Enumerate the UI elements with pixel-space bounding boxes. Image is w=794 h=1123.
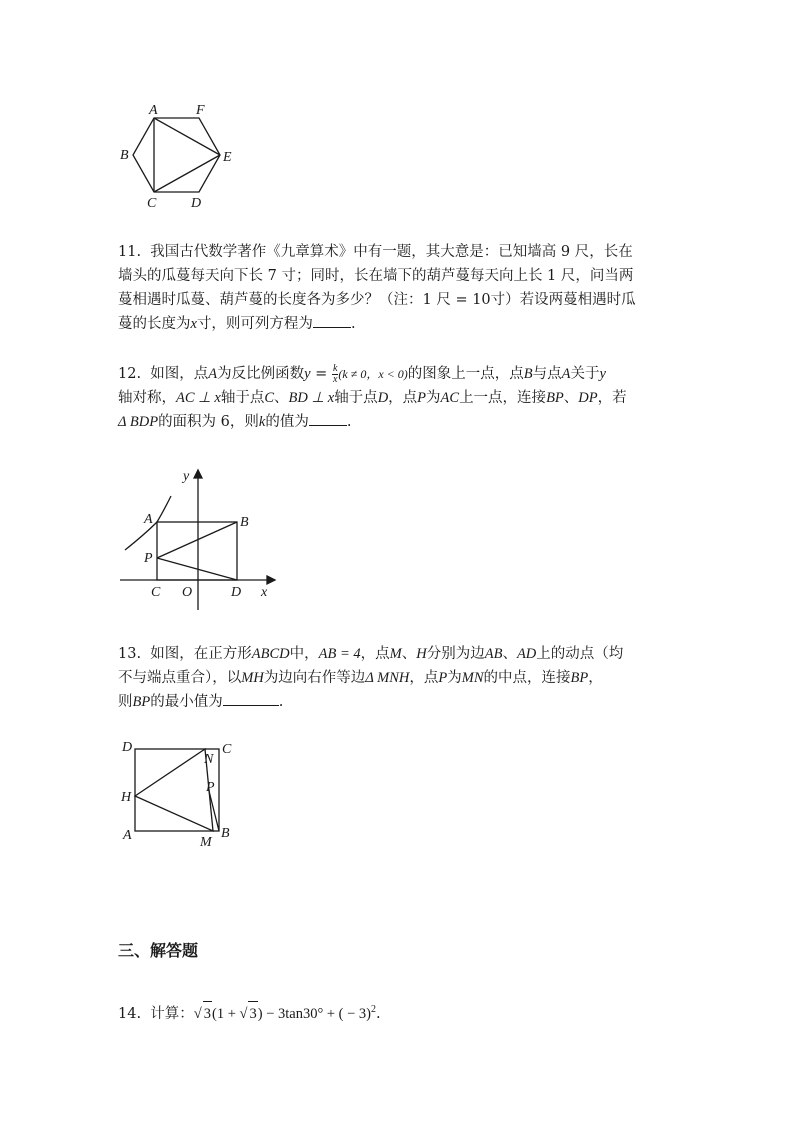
label-C: C bbox=[222, 742, 232, 757]
separator: 、 bbox=[563, 390, 579, 406]
label-B: B bbox=[120, 148, 129, 163]
label-C: C bbox=[147, 196, 157, 211]
point-B: B bbox=[523, 366, 533, 382]
q11-text: . bbox=[350, 316, 356, 332]
hexagon-figure bbox=[112, 100, 242, 215]
y-axis-arrow bbox=[194, 470, 202, 478]
q13-text: 为边向右作等边 bbox=[263, 670, 366, 686]
triangle-MNH bbox=[135, 749, 213, 831]
q12-text: . bbox=[346, 414, 352, 430]
bd-perp-x: BD ⊥ x bbox=[288, 390, 335, 406]
label-A: A bbox=[123, 828, 132, 843]
q13-text: 不与端点重合），以 bbox=[118, 670, 242, 686]
q13-text: 如图，在正方形 bbox=[150, 646, 252, 662]
hexagon-outline bbox=[133, 118, 220, 192]
q13-text: 分别为边 bbox=[426, 646, 485, 662]
question-number: 11. bbox=[118, 244, 142, 260]
point-C: C bbox=[264, 390, 275, 406]
q11-text: 寸，则可列方程为 bbox=[196, 316, 313, 332]
triangle-MNH: Δ MNH bbox=[365, 670, 410, 686]
separator: 、 bbox=[274, 390, 289, 406]
point-A: A bbox=[561, 366, 571, 382]
point-D: D bbox=[377, 390, 389, 406]
point-H: H bbox=[416, 646, 427, 662]
separator: 、 bbox=[502, 646, 517, 662]
q11-line-2: 墙头的瓜蔓每天向下长 7 寸；同时，长在墙下的葫芦蔓每天向上长 1 尺，问当两 bbox=[118, 268, 634, 284]
q12-text: 轴对称， bbox=[118, 390, 176, 406]
answer-blank[interactable] bbox=[309, 411, 347, 426]
q12-text: 为反比例函数 bbox=[217, 366, 305, 382]
answer-blank[interactable] bbox=[223, 691, 279, 706]
expression-part: (1 + bbox=[212, 1005, 240, 1022]
q13-text: 为 bbox=[447, 670, 462, 686]
q12-text: 的面积为 6，则 bbox=[158, 414, 259, 430]
segment-MH: MH bbox=[241, 670, 264, 686]
question-number: 14. bbox=[118, 1005, 142, 1022]
q13-text: ， bbox=[588, 670, 603, 686]
segment-PB bbox=[157, 522, 237, 558]
label-D: D bbox=[231, 585, 242, 600]
sqrt-sign: √ bbox=[239, 1005, 248, 1022]
radicand: 3 bbox=[248, 1001, 257, 1026]
label-B: B bbox=[221, 826, 230, 841]
segment-BP: BP bbox=[132, 694, 151, 710]
segment-BP: BP bbox=[546, 390, 564, 406]
label-M: M bbox=[200, 835, 212, 850]
label-D: D bbox=[122, 740, 133, 755]
radicand: 3 bbox=[203, 1001, 212, 1026]
q13-text: 中， bbox=[289, 646, 319, 662]
label-A: A bbox=[149, 103, 158, 118]
label-P: P bbox=[206, 780, 215, 795]
point-A: A bbox=[208, 366, 218, 382]
label-B: B bbox=[240, 515, 249, 530]
exponent: 2 bbox=[371, 1004, 377, 1015]
side-AB: AB bbox=[484, 646, 503, 662]
function-condition: (k ≠ 0，x < 0) bbox=[338, 367, 408, 381]
x-axis-arrow bbox=[267, 576, 275, 584]
q11-line-3: 蔓相遇时瓜蔓、葫芦蔓的长度各为多少？（注：1 尺 = 10寸）若设两蔓相遇时瓜 bbox=[118, 292, 636, 308]
q13-text: ，点 bbox=[409, 670, 439, 686]
question-12 bbox=[118, 362, 678, 434]
point-M: M bbox=[389, 646, 402, 662]
q12-text: 为 bbox=[426, 390, 441, 406]
q12-text: 如图，点 bbox=[150, 366, 209, 382]
label-D: D bbox=[191, 196, 202, 211]
label-y: y bbox=[183, 469, 190, 484]
separator: 、 bbox=[401, 646, 417, 662]
side-AD: AD bbox=[516, 646, 537, 662]
ac-perp-x: AC ⊥ x bbox=[176, 390, 221, 406]
label-x: x bbox=[261, 585, 268, 600]
q12-text: 与点 bbox=[532, 366, 562, 382]
point-P: P bbox=[417, 390, 427, 406]
section-title: 三、解答题 bbox=[118, 941, 199, 960]
question-11 bbox=[118, 240, 678, 336]
segment-AC: AC bbox=[440, 390, 460, 406]
q11-line-1: 我国古代数学著作《九章算术》中有一题，其大意是：已知墙高 9 尺，长在 bbox=[150, 244, 633, 260]
expression-end: . bbox=[376, 1005, 381, 1022]
square-ABCD: ABCD bbox=[251, 646, 290, 662]
expression-part: ) − 3tan30° + ( − 3) bbox=[257, 1005, 372, 1022]
segment-MN: MN bbox=[461, 670, 484, 686]
answer-blank[interactable] bbox=[313, 313, 351, 328]
segment-DP: DP bbox=[578, 390, 598, 406]
question-number: 13. bbox=[118, 646, 142, 662]
question-number: 12. bbox=[118, 366, 142, 382]
q13-text: 则 bbox=[118, 694, 133, 710]
axis-y: y bbox=[599, 366, 606, 382]
label-P: P bbox=[144, 551, 153, 566]
fraction-denominator: x bbox=[332, 373, 338, 385]
question-14 bbox=[118, 998, 678, 1026]
segment-BP: BP bbox=[570, 670, 589, 686]
question-13 bbox=[118, 642, 678, 714]
fraction-numerator: k bbox=[332, 362, 338, 374]
q11-text: 蔓的长度为 bbox=[118, 316, 191, 332]
q12-text: 轴于点 bbox=[220, 390, 265, 406]
ab-equals-4: AB = 4 bbox=[318, 646, 361, 662]
label-E: E bbox=[223, 150, 232, 165]
triangle-BDP: Δ BDP bbox=[118, 414, 159, 430]
function-y: y bbox=[304, 366, 311, 382]
q12-text: 轴于点 bbox=[334, 390, 378, 406]
q12-text: 的值为 bbox=[265, 414, 309, 430]
q13-text: 上的动点（均 bbox=[536, 646, 624, 662]
coordinate-graph bbox=[115, 462, 280, 612]
q12-text: ，若 bbox=[597, 390, 627, 406]
q12-text: 关于 bbox=[570, 366, 600, 382]
sqrt-sign: √ bbox=[193, 1005, 202, 1022]
label-N: N bbox=[204, 752, 214, 767]
label-O: O bbox=[182, 585, 193, 600]
q13-text: 的中点，连接 bbox=[483, 670, 571, 686]
label-F: F bbox=[196, 103, 205, 118]
rectangle-ABDC bbox=[157, 522, 237, 580]
q12-text: 上一点，连接 bbox=[459, 390, 547, 406]
q13-text: . bbox=[278, 694, 284, 710]
q12-text: 的图象上一点，点 bbox=[407, 366, 524, 382]
square-figure bbox=[115, 735, 245, 853]
q13-text: 的最小值为 bbox=[150, 694, 223, 710]
q12-text: ，点 bbox=[388, 390, 418, 406]
label-A: A bbox=[144, 512, 153, 527]
variable-k: k bbox=[258, 414, 266, 430]
point-P: P bbox=[438, 670, 448, 686]
label-C: C bbox=[151, 585, 161, 600]
segment-PD bbox=[157, 558, 237, 580]
q13-text: ，点 bbox=[360, 646, 390, 662]
q14-label: 计算： bbox=[150, 1005, 194, 1022]
equals-sign: = bbox=[310, 366, 332, 382]
label-H: H bbox=[121, 790, 132, 805]
variable-x: x bbox=[190, 316, 197, 332]
